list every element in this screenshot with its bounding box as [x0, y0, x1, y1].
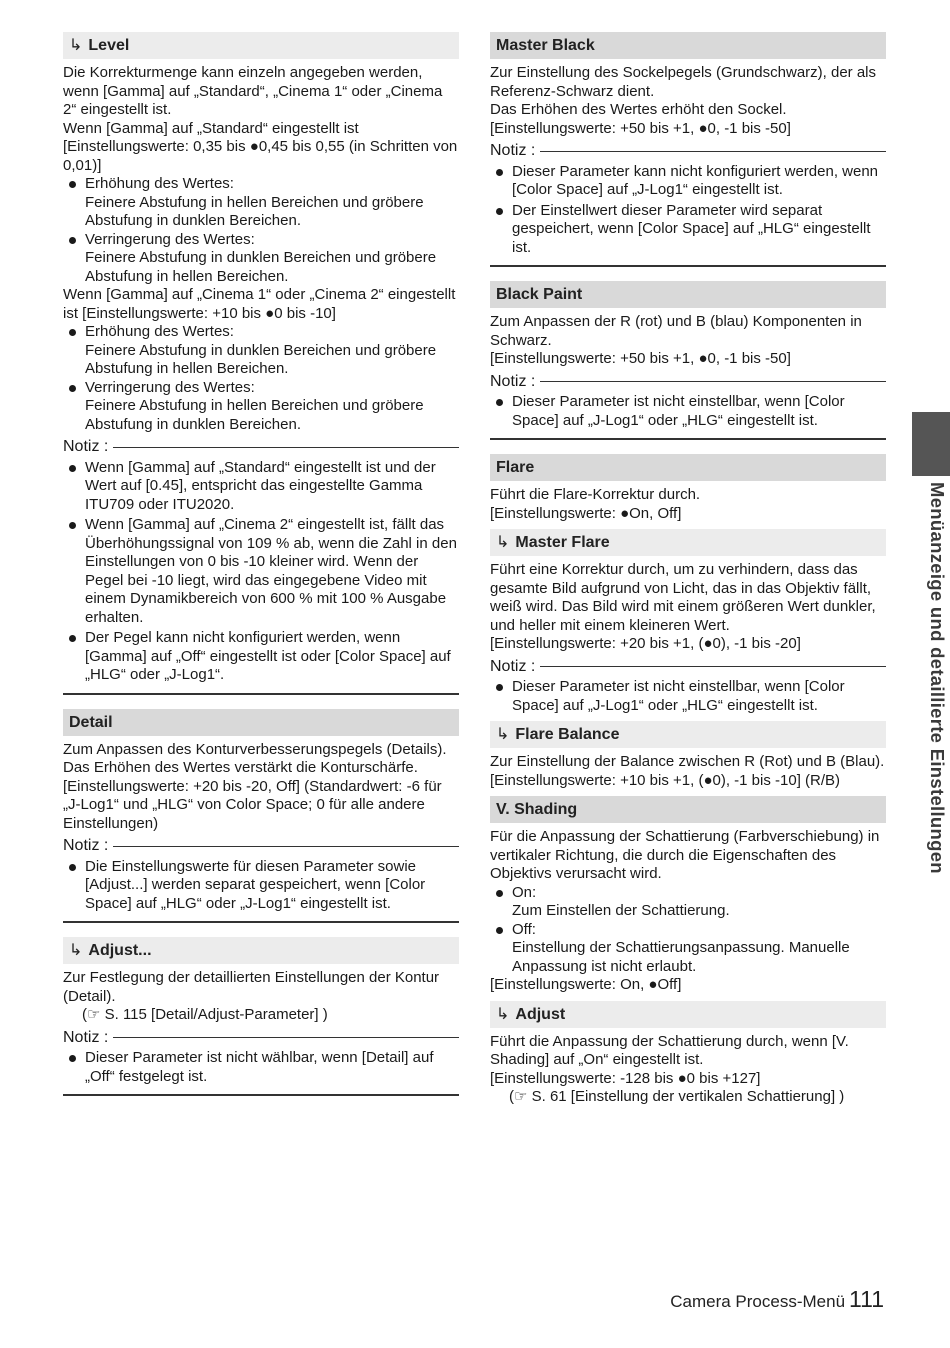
level-standard-condition: Wenn [Gamma] auf „Standard“ eingestellt ist	[63, 119, 359, 137]
adjust-header: ↳ Adjust...	[63, 937, 459, 964]
list-item: Erhöhung des Wertes: Feinere Abstufung in hellen Bereichen und gröbere Abstufung in dunklen Bereichen.	[63, 175, 459, 231]
black-paint-values: [Einstellungswerte: +50 bis +1, ●0, -1 bis -50]	[490, 350, 791, 367]
black-paint-intro: Zum Anpassen der R (rot) und B (blau) Komponenten in Schwarz.	[490, 313, 862, 349]
level-notes	[63, 459, 459, 685]
level-standard-list	[63, 175, 459, 286]
chapter-tab-marker	[912, 412, 950, 476]
divider	[113, 846, 459, 847]
master-flare-values: [Einstellungswerte: +20 bis +1, (●0), -1 bis -20]	[490, 635, 801, 652]
master-black-note-heading: Notiz :	[490, 142, 886, 161]
flare-balance-header: ↳ Flare Balance	[490, 721, 886, 748]
master-flare-note-heading: Notiz :	[490, 658, 886, 677]
v-shading-intro: Für die Anpassung der Schattierung (Farbverschiebung) in vertikaler Richtung, die durch die Eigenschaften des Objektivs verursacht wird.	[490, 828, 880, 882]
list-item: Die Einstellungswerte für diesen Parameter sowie [Adjust...] werden separat gespeichert, wenn [Color Space] auf „HLG“ oder „J-Log1“ eingestellt ist.	[63, 858, 459, 914]
list-item: Der Einstellwert dieser Parameter wird separat gespeichert, wenn [Color Space] auf „HLG“ eingestellt ist.	[490, 202, 886, 258]
footer-section-title: Camera Process-Menü	[670, 1292, 846, 1311]
divider	[490, 438, 886, 440]
list-item: Off: Einstellung der Schattierungsanpassung. Manuelle Anpassung ist nicht erlaubt.	[490, 921, 886, 977]
sub-arrow-icon: ↳	[69, 37, 83, 54]
master-black-values: [Einstellungswerte: +50 bis +1, ●0, -1 bis -50]	[490, 119, 791, 137]
v-shading-header: V. Shading	[490, 796, 886, 823]
list-item: Dieser Parameter ist nicht einstellbar, wenn [Color Space] auf „J-Log1“ oder „HLG“ eingestellt ist.	[490, 393, 886, 430]
list-item: Verringerung des Wertes: Feinere Abstufung in hellen Bereichen und gröbere Abstufung in dunklen Bereichen.	[63, 379, 459, 435]
detail-header: Detail	[63, 709, 459, 736]
page-footer	[670, 1286, 884, 1312]
detail-intro: Zum Anpassen des Konturverbesserungspegels (Details).	[63, 740, 447, 758]
v-shading-values: [Einstellungswerte: On, ●Off]	[490, 976, 682, 993]
vs-adjust-values: [Einstellungswerte: -128 bis ●0 bis +127]	[490, 1069, 761, 1087]
flare-balance-intro: Zur Einstellung der Balance zwischen R (Rot) und B (Blau).	[490, 753, 885, 770]
flare-values: [Einstellungswerte: ●On, Off]	[490, 504, 682, 522]
adjust-notes	[63, 1049, 459, 1086]
level-note-heading: Notiz :	[63, 438, 459, 457]
list-item: Dieser Parameter kann nicht konfiguriert werden, wenn [Color Space] auf „J-Log1“ eingestellt ist.	[490, 163, 886, 200]
list-item: Wenn [Gamma] auf „Cinema 2“ eingestellt ist, fällt das Überhöhungssignal von 109 % ab, wenn die Zahl in den Einstellungen von 0 bis -10 kleiner wird. Wenn der Pegel bei -10 liegt, wird das eingegebene Video mit einem Dynamikbereich von 600 % mit 100 % Ausgabe erhalten.	[63, 516, 459, 627]
divider	[63, 1094, 459, 1096]
list-item: Der Pegel kann nicht konfiguriert werden, wenn [Gamma] auf „Off“ eingestellt ist oder [Color Space] auf „HLG“ oder „J-Log1“.	[63, 629, 459, 685]
divider	[63, 693, 459, 695]
black-paint-header: Black Paint	[490, 281, 886, 308]
detail-note-heading: Notiz :	[63, 837, 459, 856]
divider	[540, 151, 886, 152]
master-black-notes	[490, 163, 886, 258]
master-black-header: Master Black	[490, 32, 886, 59]
master-flare-intro: Führt eine Korrektur durch, um zu verhindern, dass das gesamte Bild aufgrund von Licht, das in das Objektiv fällt, weiß wird. Das Bild wird mit einem größeren Wert dunkler, und heller mit einem kleineren Wert.	[490, 561, 876, 634]
list-item: Dieser Parameter ist nicht wählbar, wenn [Detail] auf „Off“ festgelegt ist.	[63, 1049, 459, 1086]
divider	[490, 265, 886, 267]
level-cinema-values: Wenn [Gamma] auf „Cinema 1“ oder „Cinema 2“ eingestellt ist [Einstellungswerte: +10 bis ●0 bis -10]	[63, 286, 456, 322]
v-shading-options	[490, 884, 886, 977]
left-column	[63, 32, 459, 1110]
list-item: Wenn [Gamma] auf „Standard“ eingestellt ist und der Wert auf [0.45], entspricht das eingestellte Gamma ITU709 oder ITU2020.	[63, 459, 459, 515]
chapter-side-label: Menüanzeige und detaillierte Einstellungen	[927, 482, 948, 874]
divider	[113, 447, 459, 448]
master-black-intro: Zur Einstellung des Sockelpegels (Grundschwarz), der als Referenz-Schwarz dient.	[490, 64, 877, 100]
sub-arrow-icon: ↳	[496, 534, 510, 551]
flare-intro: Führt die Flare-Korrektur durch.	[490, 486, 701, 503]
adjust-note-heading: Notiz :	[63, 1029, 459, 1048]
level-cinema-list	[63, 323, 459, 434]
master-flare-header: ↳ Master Flare	[490, 529, 886, 556]
level-standard-values: [Einstellungswerte: 0,35 bis ●0,45 bis 0,55 (in Schritten von 0,01)]	[63, 138, 458, 174]
divider	[540, 666, 886, 667]
vs-adjust-header: ↳ Adjust	[490, 1001, 886, 1028]
sub-arrow-icon: ↳	[69, 942, 83, 959]
list-item: Verringerung des Wertes: Feinere Abstufung in dunklen Bereichen und gröbere Abstufung in hellen Bereichen.	[63, 231, 459, 287]
divider	[113, 1037, 459, 1038]
master-black-effect: Das Erhöhen des Wertes erhöht den Sockel.	[490, 101, 787, 118]
list-item: Erhöhung des Wertes: Feinere Abstufung in dunklen Bereichen und gröbere Abstufung in hellen Bereichen.	[63, 323, 459, 379]
master-flare-notes	[490, 678, 886, 715]
black-paint-note-heading: Notiz :	[490, 373, 886, 392]
vs-adjust-intro: Führt die Anpassung der Schattierung durch, wenn [V. Shading] auf „On“ eingestellt ist.	[490, 1032, 849, 1068]
adjust-intro: Zur Festlegung der detaillierten Einstellungen der Kontur (Detail).	[63, 969, 440, 1005]
flare-balance-values: [Einstellungswerte: +10 bis +1, (●0), -1 bis -10] (R/B)	[490, 771, 841, 789]
vs-adjust-reference-link[interactable]: (☞ S. 61 [Einstellung der vertikalen Schattierung] )	[509, 1088, 845, 1105]
flare-header: Flare	[490, 454, 886, 481]
list-item: Dieser Parameter ist nicht einstellbar, wenn [Color Space] auf „J-Log1“ oder „HLG“ eingestellt ist.	[490, 678, 886, 715]
detail-notes	[63, 858, 459, 914]
list-item: On: Zum Einstellen der Schattierung.	[490, 884, 886, 921]
divider	[540, 381, 886, 382]
level-intro: Die Korrekturmenge kann einzeln angegeben werden, wenn [Gamma] auf „Standard“, „Cinema 1“ oder „Cinema 2“ eingestellt ist.	[63, 64, 443, 118]
right-column	[490, 32, 886, 1107]
divider	[63, 921, 459, 923]
page-number: 111	[849, 1286, 884, 1312]
sub-arrow-icon: ↳	[496, 1005, 510, 1023]
sub-arrow-icon: ↳	[496, 726, 510, 743]
detail-effect: Das Erhöhen des Wertes verstärkt die Konturschärfe.	[63, 759, 418, 776]
detail-values: [Einstellungswerte: +20 bis -20, Off] (Standardwert: -6 für „J-Log1“ und „HLG“ von Color Space; 0 für alle andere Einstellungen)	[63, 777, 442, 832]
black-paint-notes	[490, 393, 886, 430]
adjust-reference-link[interactable]: (☞ S. 115 [Detail/Adjust-Parameter] )	[82, 1006, 328, 1023]
level-header: ↳ Level	[63, 32, 459, 59]
